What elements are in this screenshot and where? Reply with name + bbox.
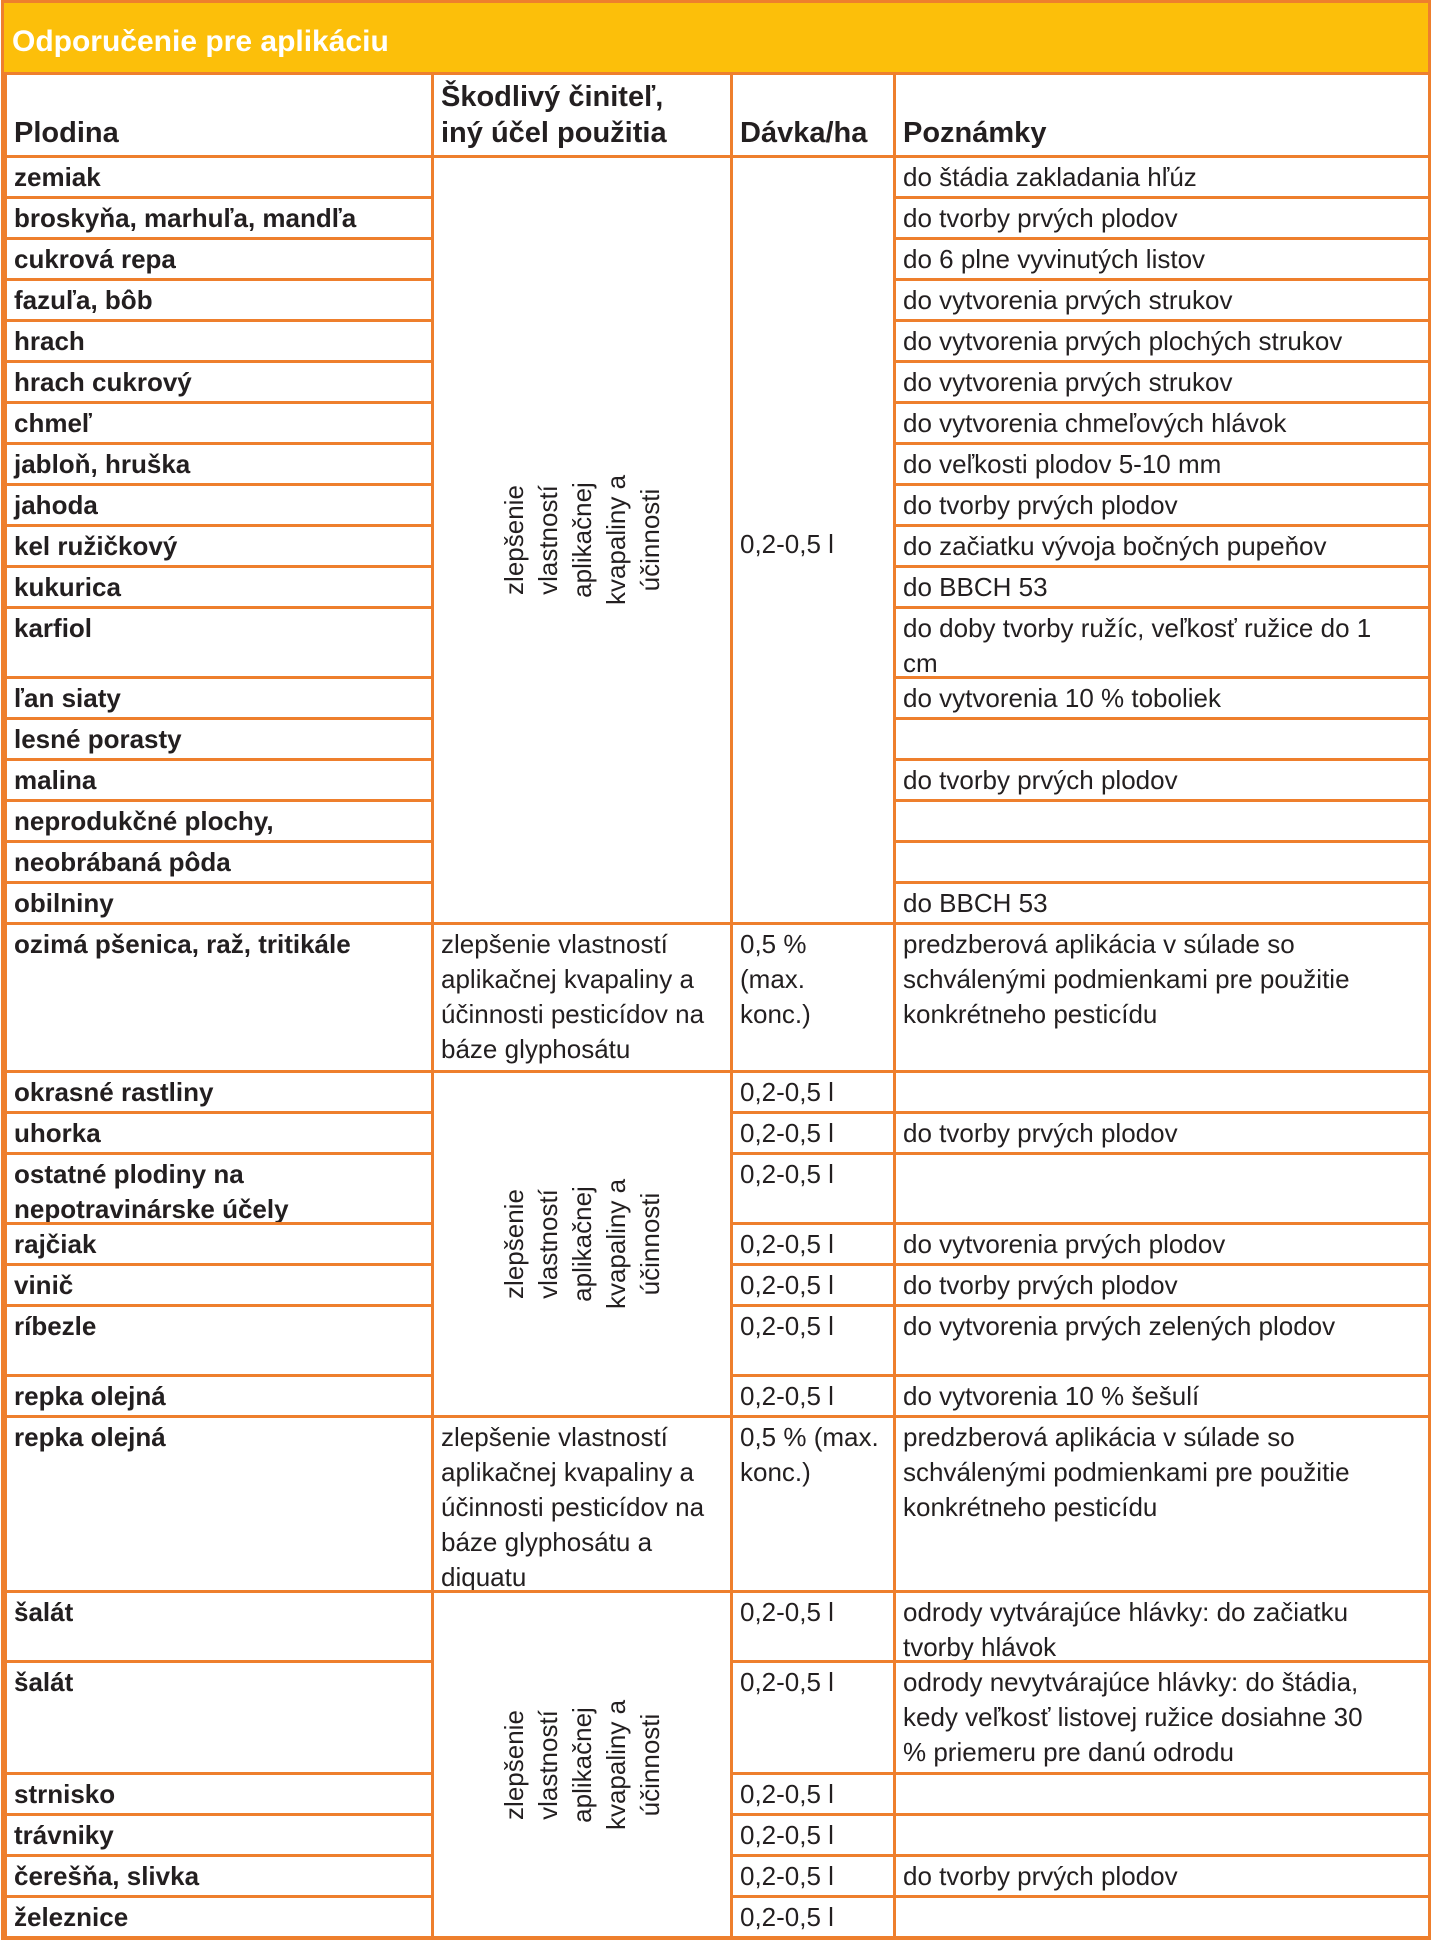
- crop-name: rajčiak: [14, 1229, 97, 1259]
- notes-text: odrody nevytvárajúce hlávky: do štádia, kedy veľkosť listovej ružice dosiahne 30 % priemeru pre danú odrodu: [903, 1667, 1363, 1767]
- notes-text: do tvorby prvých plodov: [903, 203, 1178, 233]
- crop-name: trávniky: [14, 1820, 114, 1850]
- crop-name: karfiol: [14, 613, 93, 643]
- crop-name: neprodukčné plochy,: [14, 806, 274, 836]
- notes-text: do doby tvorby ružíc, veľkosť ružice do 1 cm: [903, 613, 1372, 678]
- header-purpose-label: Škodlivý činiteľ, iný účel použitia: [441, 81, 667, 149]
- purpose-vertical-label: zlepšenie vlastností aplikačnej kvapaliny a účinnosti: [499, 474, 665, 606]
- dose-value: 0,2-0,5 l: [740, 1779, 834, 1809]
- dose-value: 0,2-0,5 l: [740, 1270, 834, 1300]
- notes-text: do veľkosti plodov 5-10 mm: [903, 449, 1222, 479]
- notes-text: do vytvorenia prvých zelených plodov: [903, 1311, 1336, 1341]
- table-frame: [1, 0, 1431, 1940]
- dose-value: 0,5 % (max. konc.): [740, 1422, 879, 1487]
- crop-name: repka olejná: [14, 1381, 166, 1411]
- crop-name: vinič: [14, 1270, 74, 1300]
- crop-name: jabloň, hruška: [14, 449, 191, 479]
- dose-value: 0,2-0,5 l: [740, 1077, 834, 1107]
- notes-text: do štádia zakladania hľúz: [903, 162, 1197, 192]
- crop-name: ríbezle: [14, 1311, 97, 1341]
- crop-name: repka olejná: [14, 1422, 166, 1452]
- crop-name: železnice: [14, 1902, 129, 1932]
- dose-value: 0,5 % (max. konc.): [740, 929, 811, 1029]
- notes-text: do BBCH 53: [903, 572, 1048, 602]
- header-notes-label: Poznámky: [903, 117, 1047, 149]
- purpose-text: zlepšenie vlastností aplikačnej kvapaliny a účinnosti pesticídov na báze glyphosátu a diquatu: [441, 1422, 705, 1592]
- notes-text: do tvorby prvých plodov: [903, 1270, 1178, 1300]
- crop-name: chmeľ: [14, 408, 92, 438]
- dose-value: 0,2-0,5 l: [740, 1229, 834, 1259]
- dose-value: 0,2-0,5 l: [740, 1902, 834, 1932]
- crop-name: cukrová repa: [14, 244, 176, 274]
- crop-name: šalát: [14, 1597, 74, 1627]
- notes-text: do vytvorenia prvých plochých strukov: [903, 326, 1343, 356]
- header-dose-label: Dávka/ha: [740, 117, 868, 149]
- crop-name: malina: [14, 765, 97, 795]
- crop-name: čerešňa, slivka: [14, 1861, 200, 1891]
- dose-value: 0,2-0,5 l: [740, 1159, 834, 1189]
- crop-name: hrach: [14, 326, 85, 356]
- crop-name: ostatné plodiny na nepotravinárske účely: [14, 1159, 289, 1224]
- dose-value: 0,2-0,5 l: [740, 1311, 834, 1341]
- dose-value: 0,2-0,5 l: [740, 1381, 834, 1411]
- crop-name: jahoda: [14, 490, 98, 520]
- notes-text: predzberová aplikácia v súlade so schválenými podmienkami pre použitie konkrétneho pesticídu: [903, 1422, 1350, 1522]
- notes-text: odrody vytvárajúce hlávky: do začiatku tvorby hlávok: [903, 1597, 1349, 1662]
- crop-name: okrasné rastliny: [14, 1077, 214, 1107]
- notes-text: do tvorby prvých plodov: [903, 490, 1178, 520]
- crop-name: ozimá pšenica, raž, tritikále: [14, 929, 351, 959]
- crop-name: strnisko: [14, 1779, 116, 1809]
- table-title: Odporučenie pre aplikáciu: [12, 25, 389, 58]
- notes-text: do tvorby prvých plodov: [903, 1861, 1178, 1891]
- dose-value: 0,2-0,5 l: [740, 1861, 834, 1891]
- notes-text: do vytvorenia prvých strukov: [903, 285, 1233, 315]
- dose-value: 0,2-0,5 l: [740, 1597, 834, 1627]
- purpose-text: zlepšenie vlastností aplikačnej kvapaliny a účinnosti pesticídov na báze glyphosátu: [441, 929, 705, 1064]
- notes-text: do tvorby prvých plodov: [903, 765, 1178, 795]
- crop-name: lesné porasty: [14, 724, 182, 754]
- crop-name: fazuľa, bôb: [14, 285, 153, 315]
- crop-name: zemiak: [14, 162, 101, 192]
- dose-value: 0,2-0,5 l: [740, 1118, 834, 1148]
- notes-text: do BBCH 53: [903, 888, 1048, 918]
- crop-name: ľan siaty: [14, 683, 121, 713]
- notes-text: do vytvorenia 10 % šešulí: [903, 1381, 1200, 1411]
- notes-text: do začiatku vývoja bočných pupeňov: [903, 531, 1327, 561]
- crop-name: uhorka: [14, 1118, 101, 1148]
- header-crop-label: Plodina: [14, 117, 119, 149]
- notes-text: do vytvorenia prvých plodov: [903, 1229, 1226, 1259]
- dose-value: 0,2-0,5 l: [740, 1820, 834, 1850]
- notes-text: do vytvorenia 10 % toboliek: [903, 683, 1221, 713]
- purpose-vertical-label: zlepšenie vlastností aplikačnej kvapaliny a účinnosti: [499, 1699, 665, 1830]
- notes-text: do tvorby prvých plodov: [903, 1118, 1178, 1148]
- dose-value: 0,2-0,5 l: [740, 1667, 834, 1697]
- crop-name: broskyňa, marhuľa, mandľa: [14, 203, 357, 233]
- crop-name: hrach cukrový: [14, 367, 192, 397]
- crop-name: obilniny: [14, 888, 114, 918]
- crop-name: kel ružičkový: [14, 531, 178, 561]
- crop-name: kukurica: [14, 572, 121, 602]
- notes-text: do 6 plne vyvinutých listov: [903, 244, 1206, 274]
- crop-name: šalát: [14, 1667, 74, 1697]
- notes-text: predzberová aplikácia v súlade so schválenými podmienkami pre použitie konkrétneho pesticídu: [903, 929, 1350, 1029]
- notes-text: do vytvorenia chmeľových hlávok: [903, 408, 1287, 438]
- dose-value: 0,2-0,5 l: [740, 529, 834, 559]
- notes-text: do vytvorenia prvých strukov: [903, 367, 1233, 397]
- purpose-vertical-label: zlepšenie vlastností aplikačnej kvapaliny a účinnosti: [499, 1178, 665, 1310]
- crop-name: neobrábaná pôda: [14, 847, 231, 877]
